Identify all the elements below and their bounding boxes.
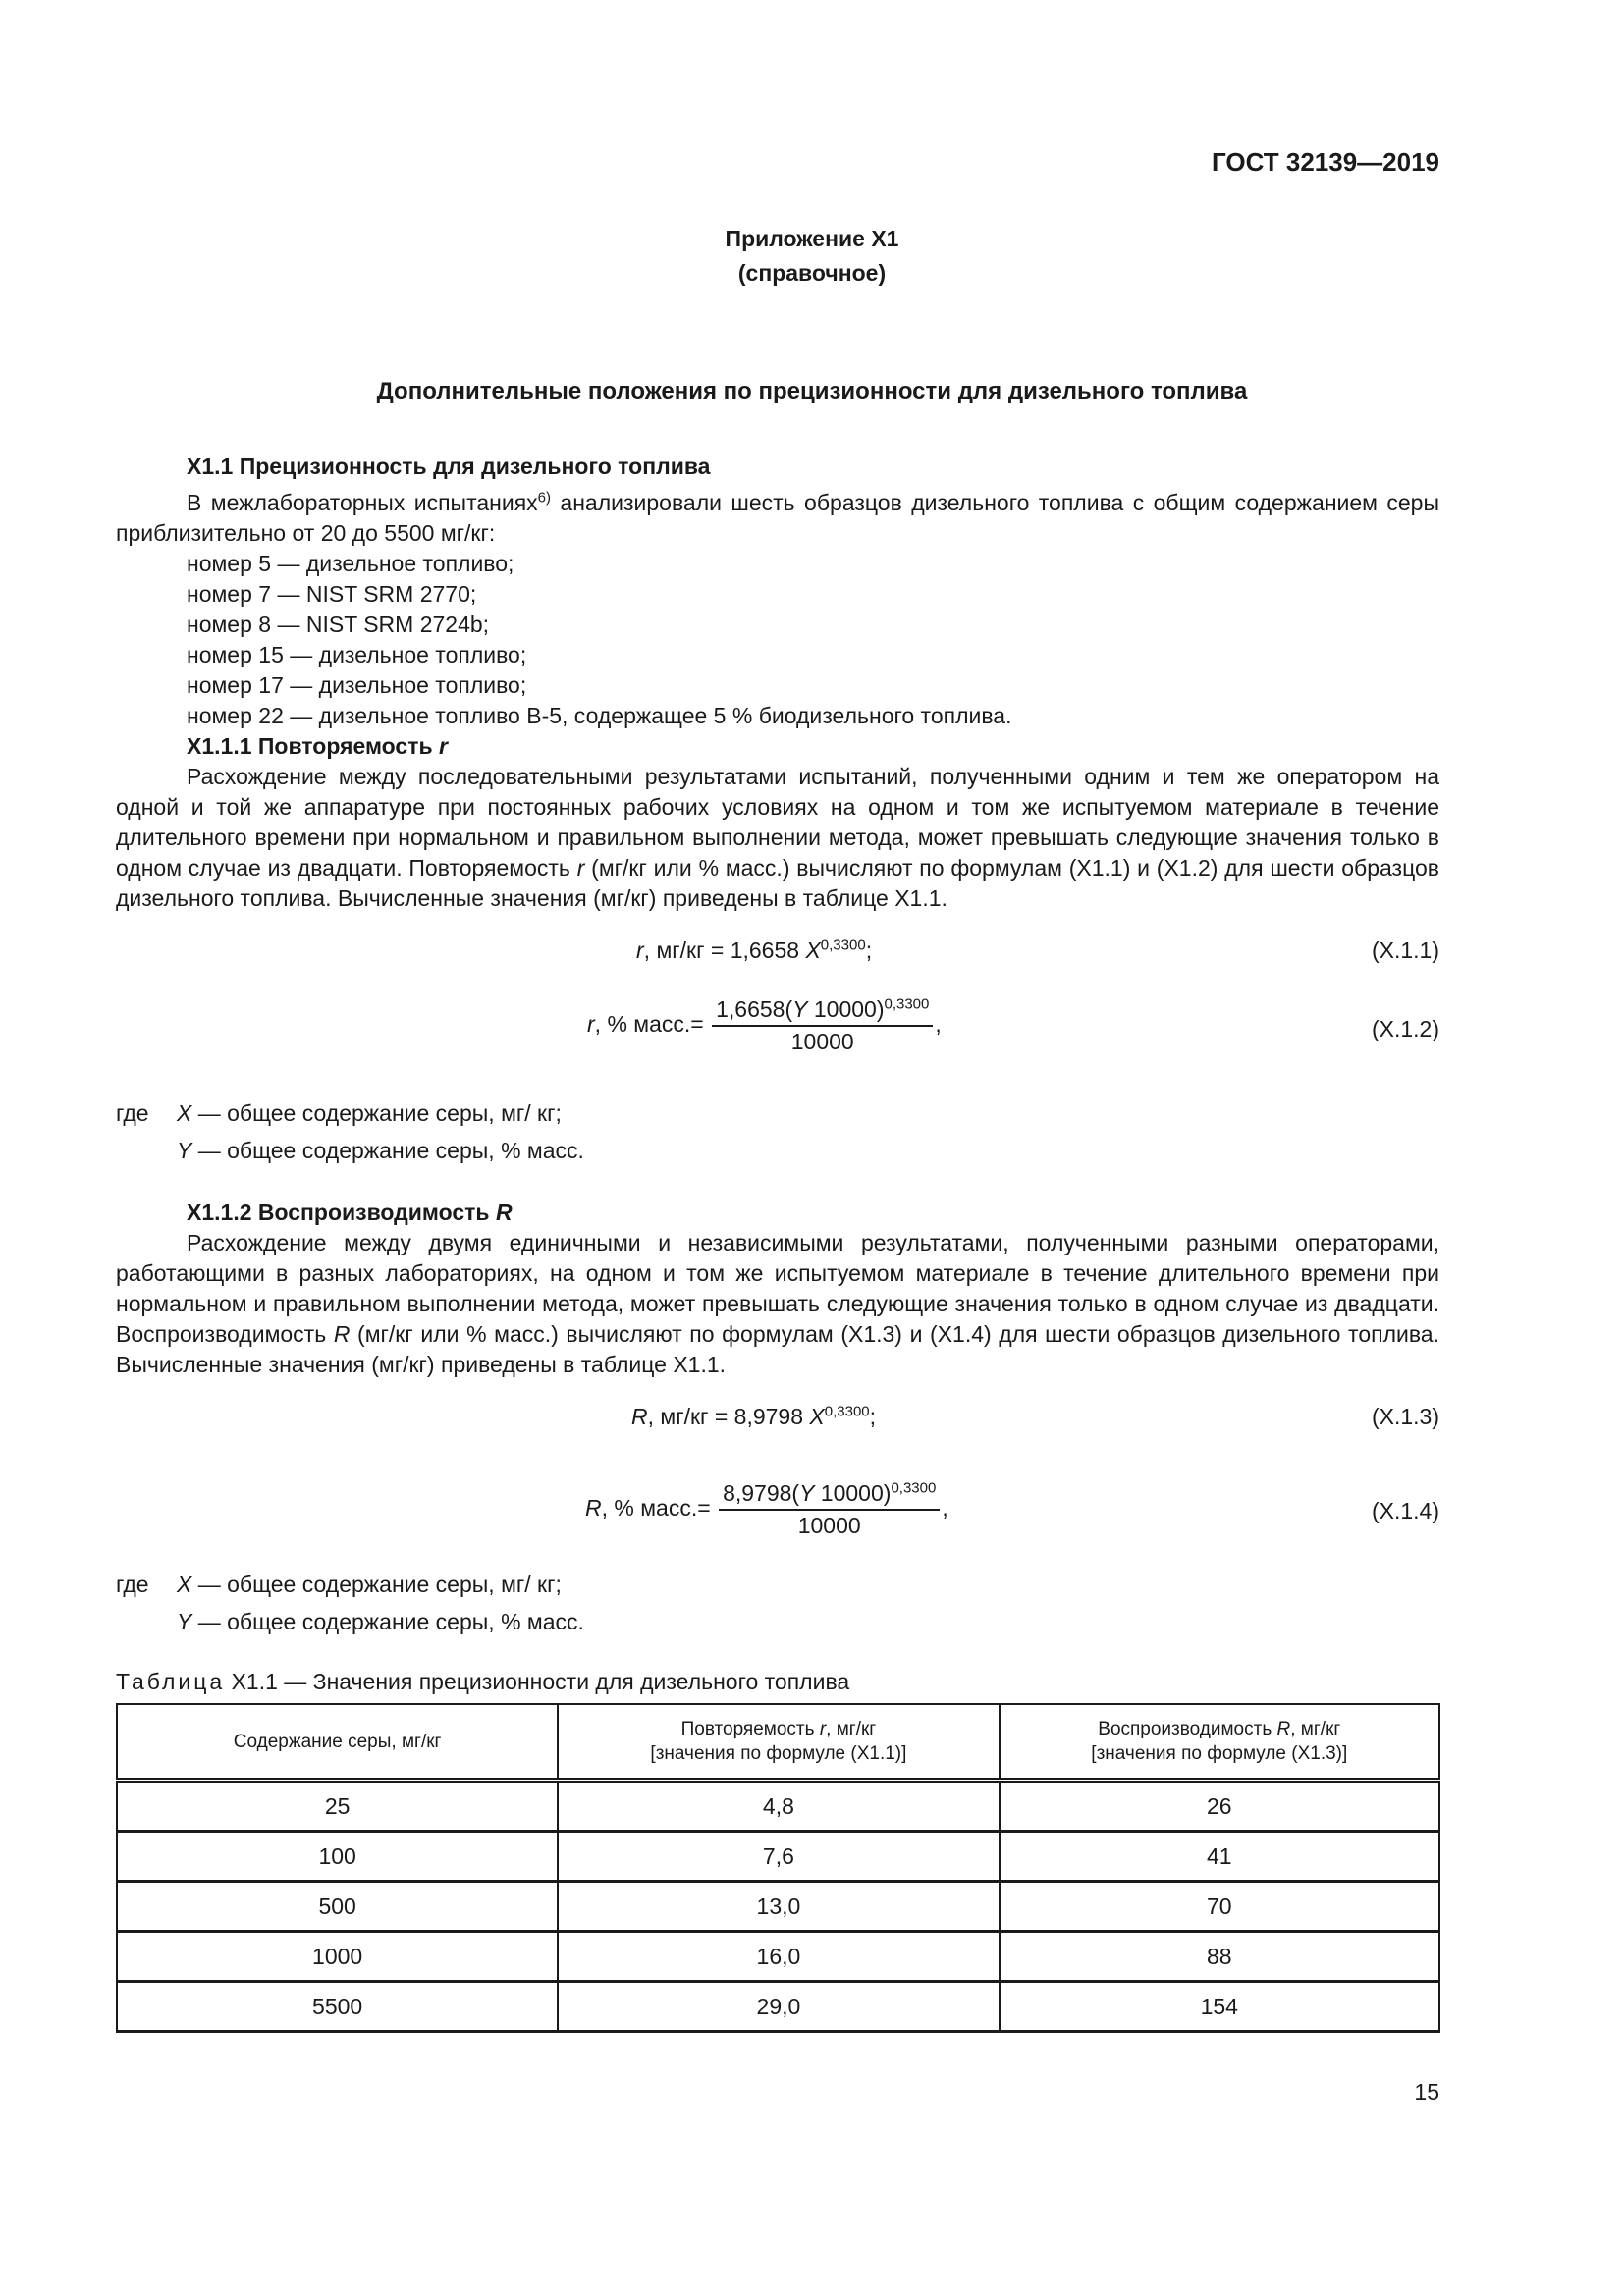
list-item: номер 17 — дизельное топливо; <box>187 672 527 698</box>
formula-x1-3: R, мг/кг = 8,9798 $X^{0,3300}$; (X.1.3) <box>631 1403 1439 1429</box>
column-header-reproducibility: Воспроизводимость R, мг/кг [значения по формуле (X1.3)] <box>1000 1704 1439 1781</box>
table-header-row <box>117 1704 1439 1781</box>
table-row: 100 7,6 41 <box>117 1832 1439 1882</box>
main-title: Дополнительные положения по прецизионности для дизельного топлива <box>376 378 1248 404</box>
table-row: 1000 16,0 88 <box>117 1932 1439 1982</box>
formula-x1-4: R, % масс.= $\frac{8,9798(Y 10000)^{0,3300}}{10000}$ , (X.1.4) <box>585 1479 1439 1538</box>
formula-number: (X.1.2) <box>1371 1016 1439 1041</box>
section-x1-1 <box>116 452 1439 914</box>
formula-number: (X.1.4) <box>1371 1498 1439 1523</box>
list-item: номер 15 — дизельное топливо; <box>187 642 527 667</box>
repeatability-paragraph: Расхождение между последовательными результатами испытаний, полученными одним и тем же оператором на одной и той же аппаратуре при постоянных рабочих условиях на одном и том же испытуемом материале в течение длительного времени при нормальном и правильном выполнении метода, может превышать следующие значения только в одном случае из двадцати. Повторяемость r (мг/кг или % масс.) вычисляют по формулам (X1.1) и (X1.2) для шести образцов дизельного топлива. Вычисленные значения (мг/кг) приведены в таблице X1.1. <box>116 764 1439 911</box>
fraction: $\frac{1,6658(Y 10000)^{0,3300}}{10000}$ <box>712 996 933 1055</box>
page-number: 15 <box>1414 2079 1439 2105</box>
formula-number: (X.1.1) <box>1371 937 1439 963</box>
reproducibility-paragraph: Расхождение между двумя единичными и независимыми результатами, полученными разными операторами, работающими в разных лабораториях, на одном и том же испытуемом материале в течение длительного времени при нормальном и правильном выполнении метода, может превышать следующие значения только в одном случае из двадцати. Воспроизводимость R (мг/кг или % масс.) вычисляют по формулам (X1.3) и (X1.4) для шести образцов дизельного топлива. Вычисленные значения (мг/кг) приведены в таблице X1.1. <box>116 1230 1439 1377</box>
list-item: номер 7 — NIST SRM 2770; <box>187 581 477 607</box>
sample-list <box>116 549 1439 731</box>
list-item: номер 22 — дизельное топливо В-5, содержащее 5 % биодизельного топлива. <box>187 703 1012 728</box>
formula-x1-2: r, % масс.= $\frac{1,6658(Y 10000)^{0,3300}}{10000}$ , (X.1.2) <box>587 995 1439 1054</box>
subsection-heading-repeatability: X1.1.1 Повторяемость r <box>187 733 448 759</box>
precision-table <box>116 1703 1440 2033</box>
section-heading: X1.1 Прецизионность для дизельного топлива <box>187 454 711 479</box>
table-row: 500 13,0 70 <box>117 1882 1439 1932</box>
list-item: номер 5 — дизельное топливо; <box>187 551 514 576</box>
appendix-subtitle: (справочное) <box>737 260 887 286</box>
table-caption: Таблица X1.1 — Значения прецизионности для дизельного топлива <box>116 1669 850 1694</box>
list-item: номер 8 — NIST SRM 2724b; <box>187 612 490 637</box>
table-row: 5500 29,0 154 <box>117 1982 1439 2032</box>
column-header-sulfur: Содержание серы, мг/кг <box>117 1704 558 1781</box>
variable-legend: где X — общее содержание серы, мг/ кг; Y — общее содержание серы, % масс. <box>116 1100 584 1163</box>
footnote-ref[interactable]: 6) <box>537 489 551 507</box>
fraction: $\frac{8,9798(Y 10000)^{0,3300}}{10000}$ <box>719 1480 940 1539</box>
document-code: ГОСТ 32139—2019 <box>1212 147 1439 177</box>
section-x1-1-2 <box>116 1198 1439 1380</box>
formula-x1-1: r, мг/кг = 1,6658 $X^{0,3300}$; (X.1.1) <box>636 936 1439 963</box>
formula-number: (X.1.3) <box>1371 1404 1439 1429</box>
intro-paragraph: В межлабораторных испытаниях$^{6)}$ анализировали шесть образцов дизельного топлива с общим содержанием серы приблизительно от 20 до 5500 мг/кг: <box>116 489 1439 546</box>
appendix-title: Приложение X1 <box>725 226 899 251</box>
column-header-repeatability: Повторяемость r, мг/кг [значения по формуле (X1.1)] <box>558 1704 999 1781</box>
variable-legend: где X — общее содержание серы, мг/ кг; Y — общее содержание серы, % масс. <box>116 1572 584 1634</box>
table-row: 25 4,8 26 <box>117 1781 1439 1832</box>
subsection-heading-reproducibility: X1.1.2 Воспроизводимость R <box>187 1200 513 1225</box>
